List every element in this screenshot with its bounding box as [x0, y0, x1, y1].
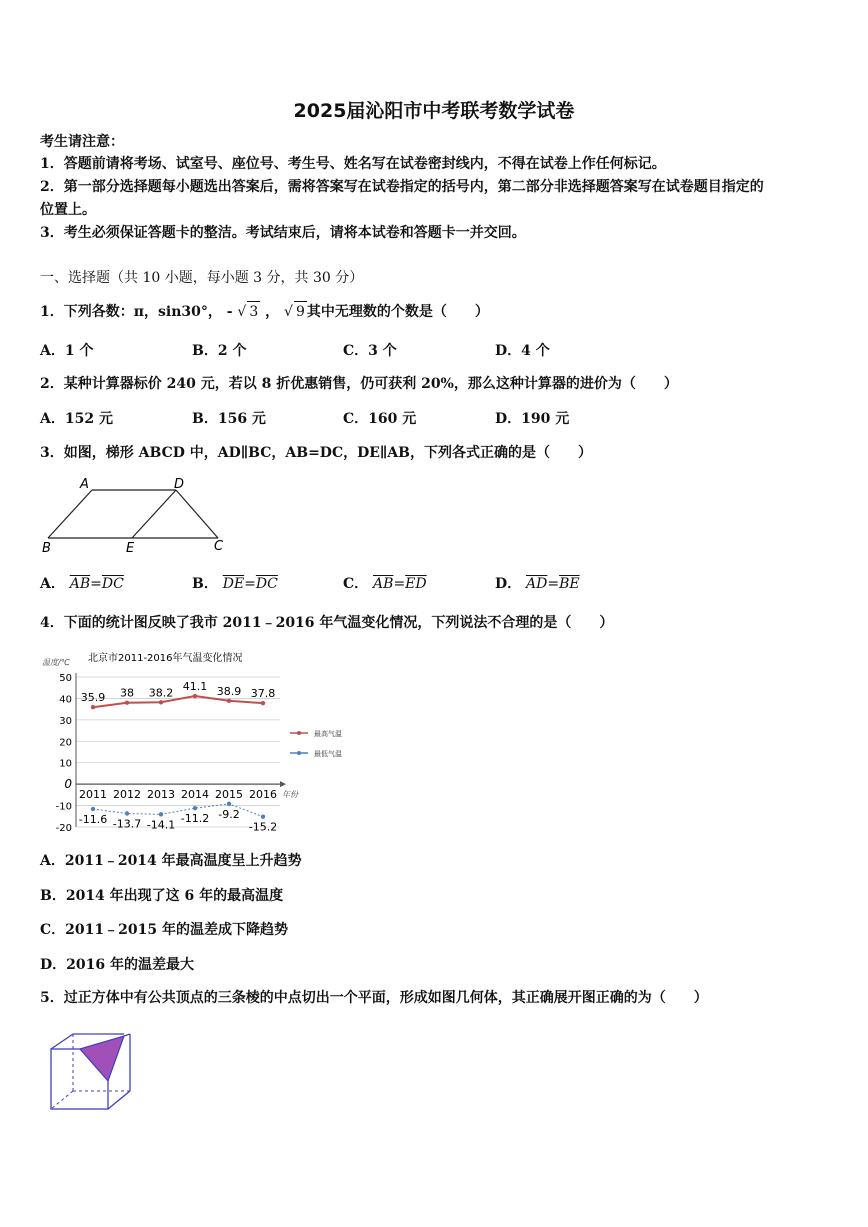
data-point — [91, 705, 95, 709]
notice-item-1: 1．答题前请将考场、试室号、座位号、考生号、姓名写在试卷密封线内，不得在试卷上作任何标记。 — [40, 156, 666, 172]
data-label: 38 — [120, 686, 134, 700]
trapezoid-figure — [40, 472, 230, 557]
q2-option-d[interactable]: D．190 元 — [495, 411, 570, 427]
vector-lhs: $\overline{AB}$ — [69, 576, 91, 592]
q4-stem: 4．下面的统计图反映了我市 2011﹣2016 年气温变化情况，下列说法不合理的是（ ） — [40, 615, 614, 631]
x-tick-label: 2013 — [147, 788, 175, 802]
data-point — [193, 806, 197, 810]
data-point — [159, 812, 163, 816]
y-tick-label: 0 — [64, 777, 72, 792]
equals-sign: = — [244, 576, 256, 592]
data-point — [125, 811, 129, 815]
data-label: 35.9 — [80, 691, 106, 705]
vertex-label-b: B — [42, 541, 51, 556]
data-label: -13.7 — [112, 817, 142, 831]
q1-option-b[interactable]: B．2 个 — [192, 343, 247, 359]
q1-option-d[interactable]: D．4 个 — [495, 343, 550, 359]
legend-marker — [297, 731, 301, 735]
q1-stem-suffix: 其中无理数的个数是（ ） — [306, 304, 489, 320]
q3-option-a[interactable] — [40, 574, 124, 594]
vector-lhs: $\overline{AD}$ — [526, 576, 548, 592]
q2-option-a[interactable]: A．152 元 — [40, 411, 113, 427]
q1-option-c[interactable]: C．3 个 — [343, 343, 397, 359]
vertex-label-a: A — [80, 477, 89, 492]
vector-lhs: $\overline{DE}$ — [222, 576, 245, 592]
data-label: 37.8 — [250, 687, 276, 701]
data-label: 41.1 — [182, 680, 208, 694]
x-tick-label: 2011 — [79, 788, 107, 802]
cube-figure — [44, 1028, 136, 1118]
q3-option-d[interactable] — [495, 574, 580, 594]
equals-sign: = — [393, 576, 406, 592]
chart-title: 北京市2011-2016年气温变化情况 — [88, 653, 243, 664]
vertex-label-c: C — [214, 539, 224, 554]
data-point — [125, 701, 129, 705]
data-point — [227, 699, 231, 703]
vertex-label-e: E — [126, 541, 135, 556]
notice-item-3: 3．考生必须保证答题卡的整洁。考试结束后，请将本试卷和答题卡一并交回。 — [40, 225, 526, 241]
legend-label: 最低气温 — [314, 750, 342, 758]
data-point — [227, 802, 231, 806]
q2-stem: 2．某种计算器标价 240 元，若以 8 折优惠销售，仍可获利 20%，那么这种计算器的进价为（ ） — [40, 376, 678, 392]
q2-option-b[interactable]: B．156 元 — [192, 411, 266, 427]
data-label: -11.2 — [180, 812, 210, 826]
notice-heading: 考生请注意： — [40, 134, 124, 150]
y-tick-label: 50 — [59, 673, 72, 684]
y-tick-label: 20 — [59, 737, 72, 749]
section-heading: 一、选择题（共 10 小题，每小题 3 分，共 30 分） — [40, 270, 364, 286]
x-tick-label: 2012 — [113, 788, 141, 802]
data-label: -15.2 — [248, 820, 278, 834]
data-label: -11.6 — [78, 813, 108, 826]
vertex-label-d: D — [174, 477, 185, 492]
y-tick-label: 10 — [59, 758, 72, 770]
temperature-chart — [40, 645, 370, 837]
q1-stem-prefix: 1．下列各数：π，sin30°， - — [40, 304, 233, 320]
x-tick-label: 2015 — [215, 788, 243, 802]
q2-option-c[interactable]: C．160 元 — [343, 411, 417, 427]
cut-plane-triangle — [80, 1036, 124, 1081]
legend-marker — [297, 751, 301, 755]
q4-option-d[interactable]: D．2016 年的温差最大 — [40, 957, 194, 973]
equals-sign: = — [547, 576, 560, 592]
data-label: -9.2 — [218, 807, 240, 821]
notice-item-2-cont: 位置上。 — [40, 202, 96, 218]
data-point — [193, 694, 197, 698]
data-point — [159, 700, 163, 704]
q3-stem: 3．如图，梯形 ABCD 中，AD∥BC，AB=DC，DE∥AB，下列各式正确的是（ ） — [40, 445, 593, 461]
q1-root-3: 3 — [247, 301, 260, 322]
notice-item-2: 2．第一部分选择题每小题选出答案后，需将答案写在试卷指定的括号内，第二部分非选择题答案写在试卷题目指定的 — [40, 179, 764, 195]
option-letter: C． — [343, 576, 369, 592]
q4-option-c[interactable]: C．2011﹣2015 年的温差成下降趋势 — [40, 922, 288, 938]
q4-option-a[interactable]: A．2011﹣2014 年最高温度呈上升趋势 — [40, 853, 302, 869]
q5-stem: 5．过正方体中有公共顶点的三条棱的中点切出一个平面，形成如图几何体，其正确展开图正确的为（ ） — [40, 990, 708, 1006]
data-label: 38.9 — [216, 684, 242, 698]
vector-rhs: $\overline{DC}$ — [255, 576, 278, 592]
data-point — [91, 807, 95, 811]
data-point — [261, 815, 265, 819]
vector-rhs: $\overline{ED}$ — [405, 576, 427, 592]
y-tick-label: -10 — [55, 801, 72, 813]
data-point — [261, 701, 265, 705]
vector-lhs: $\overline{AB}$ — [373, 576, 394, 592]
option-letter: A． — [40, 576, 65, 592]
q3-option-c[interactable] — [343, 574, 427, 594]
equals-sign: = — [90, 576, 102, 592]
x-tick-label: 2014 — [181, 788, 209, 802]
x-axis-label: 年份 — [282, 790, 298, 799]
vector-rhs: $\overline{DC}$ — [101, 576, 124, 592]
sqrt-sign: √ — [284, 304, 293, 320]
y-tick-label: 40 — [59, 694, 72, 706]
y-axis-label: 温度/℃ — [42, 658, 70, 667]
option-letter: B． — [192, 576, 218, 592]
legend-label: 最高气温 — [314, 730, 342, 738]
x-axis-arrow — [280, 781, 286, 787]
q1-root-9: 9 — [294, 301, 307, 322]
q1-stem — [40, 301, 489, 322]
q4-option-b[interactable]: B．2014 年出现了这 6 年的最高温度 — [40, 888, 284, 904]
option-letter: D． — [495, 576, 522, 592]
data-label: -14.1 — [146, 818, 176, 832]
q1-option-a[interactable]: A．1 个 — [40, 343, 94, 359]
page-title: 2025届沁阳市中考联考数学试卷 — [293, 100, 575, 122]
y-tick-label: 30 — [59, 715, 72, 727]
x-tick-label: 2016 — [249, 788, 277, 802]
sqrt-sign: √ — [237, 304, 247, 320]
vector-rhs: $\overline{BE}$ — [559, 576, 580, 592]
q3-option-b[interactable] — [192, 574, 278, 594]
q1-comma: ， — [265, 304, 280, 320]
y-tick-label: -20 — [55, 823, 72, 834]
data-label: 38.2 — [148, 686, 174, 700]
